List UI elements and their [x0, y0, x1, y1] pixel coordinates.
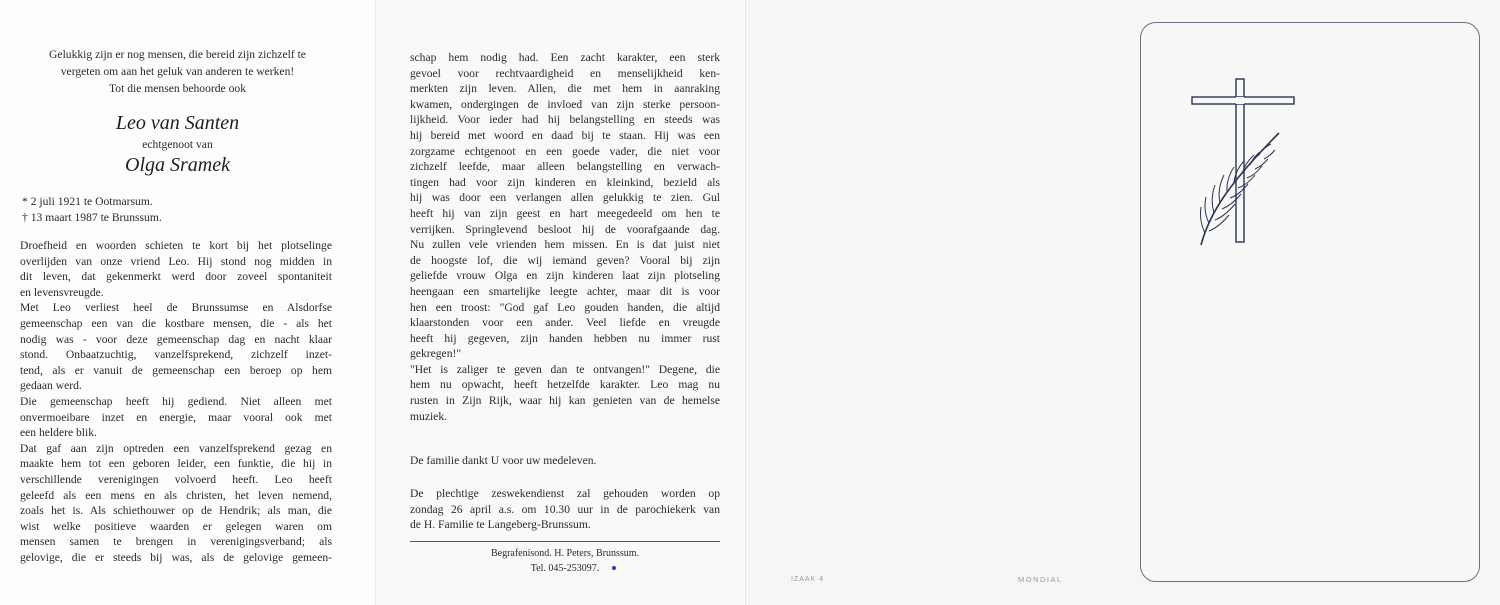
text-line: lijkheid. Voor ieder had hij belangstelling en steeds was: [410, 113, 720, 127]
birth-date: * 2 juli 1921 te Ootmarsum.: [22, 195, 153, 208]
text-line: gekregen!": [410, 347, 462, 361]
text-line: Droefheid en woorden schieten te kort bij het plotselinge: [20, 239, 332, 252]
text-line: hij was door een verlangen allen gelukkig te zien. Gul: [410, 191, 720, 205]
text-line: heeft hij gegeven, zijn handen hebben nu immer rust: [410, 331, 720, 345]
eulogy-part-2: [410, 50, 720, 424]
right-panel: [745, 0, 1500, 605]
spouse-name: Olga Sramek: [125, 154, 230, 176]
text-line: gelovige, die er steeds bij was, als de gelovige gemeen-: [20, 550, 332, 564]
text-line: een heldere blik.: [20, 426, 97, 440]
text-line: geliefde vrouw Olga en zijn kinderen laat zijn plotseling: [410, 269, 720, 283]
text-line: kwamen, ondergingen de invloed van zijn sterke persoon-: [410, 97, 720, 111]
text-line: stond. Onbaatzuchtig, vanzelfsprekend, zichzelf inzet-: [20, 348, 332, 362]
text-line: Met Leo verliest heel de Brunssumse en Alsdorfse: [20, 301, 332, 315]
front-cover-frame: [1140, 22, 1480, 582]
text-line: hem nu opwacht, heeft hetzelfde karakter. Leo mag nu: [410, 378, 720, 392]
memorial-service: [410, 486, 720, 533]
text-line: de H. Familie te Langeberg-Brunssum.: [410, 518, 591, 532]
text-line: heengaan een smartelijke leegte achter, maar dit is voor: [410, 284, 720, 298]
text-line: hen een troost: "God gaf Leo gouden handen, die altijd: [410, 300, 720, 314]
death-date: † 13 maart 1987 te Brunssum.: [22, 211, 162, 224]
text-line: Nu zullen vele vrienden hem missen. En is dat juist niet: [410, 238, 720, 252]
ink-dot: [612, 566, 616, 570]
text-line: schap hem nodig had. Een zacht karakter, een sterk: [410, 51, 720, 64]
text-line: rusten in Zijn Rijk, waar hij kan genieten van de hemelse: [410, 394, 720, 408]
text-line: muziek.: [410, 409, 448, 423]
life-dates: [22, 194, 162, 226]
text-line: en levensvreugde.: [20, 285, 104, 299]
text-line: maakte hem tot een geboren leider, een funktie, die hij in: [20, 457, 332, 471]
verse-line: Tot die mensen behoorde ook: [109, 82, 246, 95]
verse-line: Gelukkig zijn er nog mensen, die bereid zijn zichzelf te: [49, 48, 306, 61]
text-line: onvermoeibare inzet en energie, maar vooral ook met: [20, 410, 332, 424]
text-line: gemeenschap een van die kostbare mensen, die - als het: [20, 316, 332, 330]
eulogy-part-1: [20, 238, 332, 565]
text-line: verrijken. Springlevend besloot hij de voorafgaande dag.: [410, 222, 720, 236]
deceased-name: Leo van Santen: [115, 112, 240, 134]
verse-line: vergeten om aan het geluk van anderen te werken!: [60, 65, 295, 78]
text-line: zichzelf leefde, maar alleen belangstelling en verwach-: [410, 160, 720, 174]
text-line: Die gemeenschap heeft hij gediend. Niet alleen met: [20, 394, 332, 408]
text-line: mensen samen te brengen in verenigingsverband; als: [20, 535, 332, 549]
text-line: zondag 26 april a.s. om 10.30 uur in de parochiekerk van: [410, 502, 720, 516]
text-line: tend, als er vanuit de gemeenschap een beroep op hem: [20, 363, 332, 377]
text-line: heeft hij van zijn geest en hart meegedeeld om hen te: [410, 206, 720, 220]
text-line: verschillende verenigingen volvoerd heeft. Leo heeft: [20, 472, 332, 486]
text-line: wist welke positieve waarden er gelegen waren om: [20, 519, 332, 533]
text-line: "Het is zaliger te geven dan te ontvangen!" Degene, die: [410, 362, 720, 376]
text-line: zorgzame echtgenoot en een goede vader, die niet voor: [410, 144, 720, 158]
funeral-home-credit: [410, 546, 720, 576]
text-line: hij bereid met woord en daad bij te staan. Hij was een: [410, 128, 720, 142]
text-line: klaarstonden voor een ander. Veel liefde en vreugde: [410, 316, 720, 330]
text-line: Dat gaf aan zijn optreden een vanzelfsprekend gezag en: [20, 441, 332, 455]
text-line: zoals het is. Als schiethouwer op de Hendrik; als man, die: [20, 504, 332, 518]
printer-code: IZAAK 4: [791, 576, 825, 583]
text-line: dit leven, dat gekenmerkt werd door zoveel spontaniteit: [20, 270, 332, 284]
opening-verse: [0, 46, 355, 97]
text-line: nodig was - voor deze gemeenschap dag en nacht klaar: [20, 332, 332, 346]
printer-brand: MONDIAL: [1018, 575, 1063, 584]
middle-panel: [375, 0, 745, 605]
text-line: geleefd als een mens en als christen, het leven nemend,: [20, 488, 332, 502]
cross-with-palm-icon: [1187, 75, 1297, 250]
funeral-home-phone: Tel. 045-253097.: [530, 563, 600, 574]
text-line: De plechtige zeswekendienst zal gehouden worden op: [410, 487, 720, 500]
text-line: tingen had voor zijn kinderen en kleinkind, bezield als: [410, 175, 720, 189]
text-line: gevoel voor rechtvaardigheid en menselijkheid ken-: [410, 66, 720, 80]
text-line: gedaan werd.: [20, 379, 82, 393]
text-line: overlijden van onze vriend Leo. Hij stond nog midden in: [20, 254, 332, 268]
text-line: merkten zijn leven. Allen, die met hem in aanraking: [410, 82, 720, 96]
text-line: de hoogste lof, die wij iemand geven? Vooral bij zijn: [410, 253, 720, 267]
left-panel: [0, 0, 375, 605]
family-thanks: De familie dankt U voor uw medeleven.: [410, 454, 597, 467]
divider: [410, 541, 720, 542]
funeral-home-name: Begrafenisond. H. Peters, Brunssum.: [490, 548, 640, 559]
spouse-label: echtgenoot van: [142, 138, 213, 151]
